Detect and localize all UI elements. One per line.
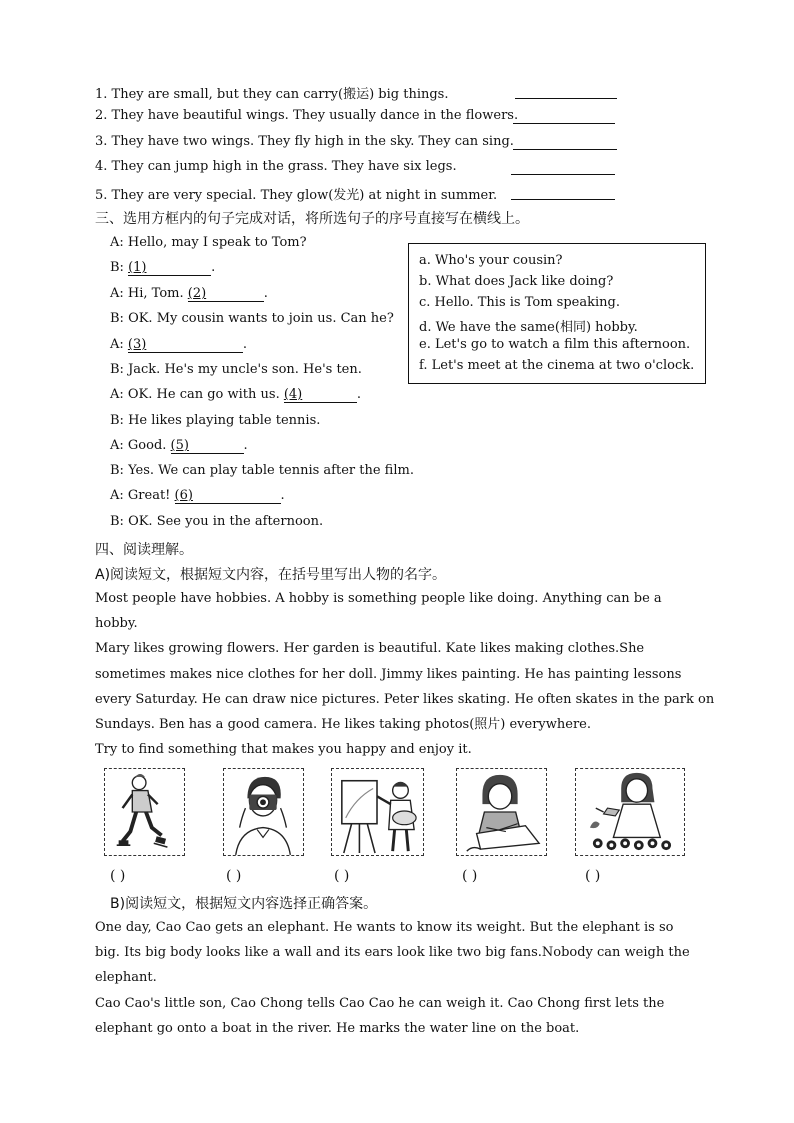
passage-b-line-4: Cao Cao's little son, Cao Chong tells Cao Cao he can weigh it. Cao Chong first lets the: [95, 995, 665, 1011]
part2-item-5: 5. They are very special. They glow(发光) at night in summer.: [95, 188, 498, 203]
part-b-heading: B)阅读短文，根据短文内容选择正确答案。: [110, 896, 378, 912]
passage-a-line-2: hobby.: [95, 616, 138, 632]
passage-a-line-4: sometimes makes nice clothes for her doll. Jimmy likes painting. He has painting lessons: [95, 666, 682, 682]
dialogue-blank-1[interactable]: (1): [128, 261, 211, 276]
passage-b-line-1: One day, Cao Cao gets an elephant. He wants to know its weight. But the elephant is so: [95, 920, 674, 935]
sewing-girl-icon: [456, 768, 547, 856]
answer-paren-1[interactable]: ( ): [110, 868, 126, 884]
dialogue-line-6: B: Jack. He's my uncle's son. He's ten.: [110, 362, 362, 377]
dialogue-blank-2[interactable]: (2): [188, 287, 264, 302]
part-a-heading: A)阅读短文，根据短文内容，在括号里写出人物的名字。: [95, 567, 447, 583]
dialogue-line-11: A: Great! (6) .: [110, 488, 285, 503]
dialogue-line-1: A: Hello, may I speak to Tom?: [110, 235, 307, 250]
passage-a-line-7: Try to find something that makes you happy and enjoy it.: [95, 742, 472, 758]
part-a-passage: [95, 586, 715, 762]
part2-item-2: 2. They have beautiful wings. They usually dance in the flowers.: [95, 108, 519, 123]
dialogue-line-12: B: OK. See you in the afternoon.: [110, 514, 324, 529]
passage-a-line-6: Sundays. Ben has a good camera. He likes taking photos(照片) everywhere.: [95, 717, 592, 733]
skating-boy-icon: [104, 768, 185, 856]
part2-item-1: 1. They are small, but they can carry(搬运) big things.: [95, 87, 449, 102]
answer-blank-3[interactable]: [513, 135, 617, 150]
dialogue-line-2: B: (1) .: [110, 260, 216, 275]
dialogue-line-9: A: Good. (5) .: [110, 438, 248, 453]
gardening-girl-icon: [575, 768, 685, 856]
dialogue-line-4: B: OK. My cousin wants to join us. Can he?: [110, 311, 394, 326]
answer-paren-5[interactable]: ( ): [585, 868, 601, 884]
dialogue-line-5: A: (3) .: [110, 337, 248, 352]
painter-icon: [331, 768, 424, 856]
option-d: d. We have the same(相同) hobby.: [419, 320, 638, 335]
photographer-icon: [223, 768, 304, 856]
dialogue-blank-3[interactable]: (3): [128, 338, 243, 353]
dialogue-line-10: B: Yes. We can play table tennis after the film.: [110, 463, 414, 478]
passage-a-line-3: Mary likes growing flowers. Her garden is beautiful. Kate likes making clothes.She: [95, 641, 645, 657]
part-b-passage: [95, 915, 695, 1041]
option-b: b. What does Jack like doing?: [419, 274, 614, 289]
dialogue-line-7: A: OK. He can go with us. (4) .: [110, 387, 361, 402]
passage-a-line-1: Most people have hobbies. A hobby is something people like doing. Anything can be a: [95, 591, 662, 606]
answer-blank-2[interactable]: [513, 109, 615, 124]
options-box: [408, 243, 706, 384]
option-f: f. Let's meet at the cinema at two o'clock.: [419, 358, 695, 373]
option-a: a. Who's your cousin?: [419, 253, 563, 268]
passage-b-line-5: elephant go onto a boat in the river. He marks the water line on the boat.: [95, 1020, 580, 1036]
option-c: c. Hello. This is Tom speaking.: [419, 295, 620, 310]
passage-a-line-5: every Saturday. He can draw nice pictures. Peter likes skating. He often skates in the park on: [95, 691, 715, 707]
dialogue-line-3: A: Hi, Tom. (2) .: [110, 286, 268, 301]
option-e: e. Let's go to watch a film this afternoon.: [419, 337, 691, 352]
answer-blank-5[interactable]: [511, 185, 615, 200]
answer-blank-4[interactable]: [511, 160, 615, 175]
section3-heading: 三、选用方框内的句子完成对话，将所选句子的序号直接写在横线上。: [95, 211, 529, 227]
part2-item-4: 4. They can jump high in the grass. They have six legs.: [95, 159, 457, 174]
part2-item-3: 3. They have two wings. They fly high in the sky. They can sing.: [95, 134, 514, 149]
dialogue-blank-4[interactable]: (4): [284, 388, 357, 403]
passage-b-line-2: big. Its big body looks like a wall and its ears look like two big fans.Nobody can weigh the: [95, 945, 690, 961]
section4-heading: 四、阅读理解。: [95, 542, 193, 558]
dialogue-line-8: B: He likes playing table tennis.: [110, 413, 321, 428]
dialogue-blank-5[interactable]: (5): [171, 439, 244, 454]
answer-paren-4[interactable]: ( ): [462, 868, 478, 884]
passage-b-line-3: elephant.: [95, 970, 157, 986]
answer-paren-3[interactable]: ( ): [334, 868, 350, 884]
answer-paren-2[interactable]: ( ): [226, 868, 242, 884]
dialogue-blank-6[interactable]: (6): [175, 489, 281, 504]
answer-blank-1[interactable]: [515, 84, 617, 99]
